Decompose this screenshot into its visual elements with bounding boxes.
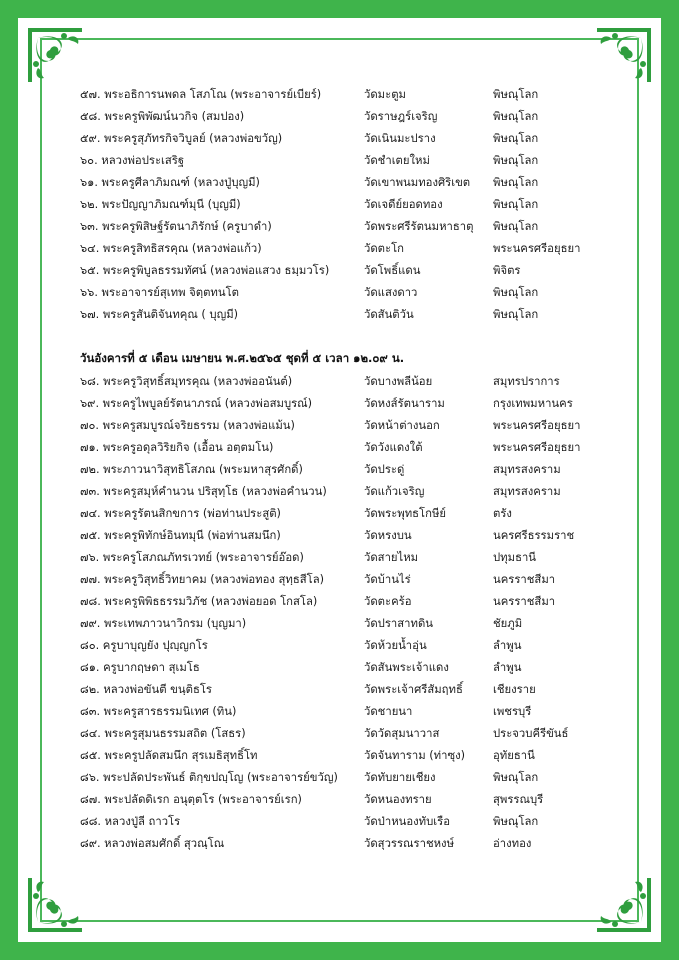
province-name: พิษณุโลก [493, 308, 539, 321]
monk-name: ๘๒. หลวงพ่อขันตี ขนฺติธโร [80, 683, 212, 696]
list-item [18, 636, 661, 656]
list-item [18, 592, 661, 612]
province-name: ลำพูน [493, 639, 522, 652]
province-name: พิษณุโลก [493, 198, 539, 211]
monk-name: ๗๘. พระครูพิพิธธรรมวิภัช (หลวงพ่อยอด โกสโล) [80, 595, 318, 608]
monk-name: ๗๓. พระครูสมุห์คำนวน ปริสุทฺโธ (หลวงพ่อคำนวน) [80, 485, 327, 498]
province-name: พิจิตร [493, 264, 521, 277]
temple-name: วัดเนินมะปราง [364, 132, 436, 145]
list-item [18, 680, 661, 700]
temple-name: วัดพระศรีรัตนมหาธาตุ [364, 220, 474, 233]
monk-name: ๗๖. พระครูโสภณภัทรเวทย์ (พระอาจารย์อ๊อด) [80, 551, 304, 564]
province-name: พิษณุโลก [493, 132, 539, 145]
list-item [18, 768, 661, 788]
temple-name: วัดตะโก [364, 242, 404, 255]
province-name: พิษณุโลก [493, 815, 539, 828]
monk-name: ๗๑. พระครูอดุลวิริยกิจ (เอื้อน อตฺตมโน) [80, 441, 274, 454]
monk-name: ๗๐. พระครูสมบูรณ์จริยธรรม (หลวงพ่อแม้น) [80, 419, 295, 432]
province-name: นครราชสีมา [493, 573, 556, 586]
list-item [18, 834, 661, 854]
monk-name: ๖๘. พระครูวิสุทธิ์สมุทรคุณ (หลวงพ่ออนันต์) [80, 375, 293, 388]
temple-name: วัดสันติวัน [364, 308, 414, 321]
list-item [18, 394, 661, 414]
temple-name: วัดจันทาราม (ท่าซุง) [364, 749, 466, 762]
list-item [18, 812, 661, 832]
list-item [18, 746, 661, 766]
province-name: ชัยภูมิ [493, 617, 523, 630]
temple-name: วัดตะคร้อ [364, 595, 412, 608]
temple-name: วัดราษฎร์เจริญ [364, 110, 438, 123]
monk-name: ๘๙. หลวงพ่อสมศักดิ์ สุวณฺโณ [80, 837, 225, 850]
temple-name: วัดสันพระเจ้าแดง [364, 661, 449, 674]
list-item [18, 614, 661, 634]
list-item [18, 790, 661, 810]
temple-name: วัดสายไหม [364, 551, 419, 564]
temple-name: วัดชายนา [364, 705, 413, 718]
temple-name: วัดวังแดงใต้ [364, 441, 423, 454]
list-item [18, 570, 661, 590]
monk-name: ๘๔. พระครูสุมนธรรมสถิต (โสธร) [80, 727, 246, 740]
list-item [18, 239, 661, 259]
monk-name: ๖๒. พระปัญญาภิมณฑ์มุนี (บุญมี) [80, 198, 241, 211]
list-item [18, 372, 661, 392]
temple-name: วัดแก้วเจริญ [364, 485, 425, 498]
province-name: เพชรบุรี [493, 705, 532, 718]
list-item [18, 107, 661, 127]
temple-name: วัดโพธิ์แดน [364, 264, 421, 277]
province-name: พระนครศรีอยุธยา [493, 441, 581, 454]
monk-name: ๖๓. พระครูพิสิษฐ์รัตนาภิรักษ์ (ครูบาดำ) [80, 220, 272, 233]
list-item [18, 658, 661, 678]
province-name: พิษณุโลก [493, 771, 539, 784]
monk-name: ๘๓. พระครูสารธรรมนิเทศ (ทิน) [80, 705, 237, 718]
province-name: นครศรีธรรมราช [493, 529, 575, 542]
province-name: พระนครศรีอยุธยา [493, 419, 581, 432]
monk-name: ๘๖. พระปลัดประพันธ์ ติกฺขปญฺโญ (พระอาจารย์ขวัญ) [80, 771, 338, 784]
province-name: ประจวบคีรีขันธ์ [493, 727, 569, 740]
list-item [18, 305, 661, 325]
province-name: เชียงราย [493, 683, 536, 696]
temple-name: วัดทับยายเชียง [364, 771, 436, 784]
province-name: พิษณุโลก [493, 220, 539, 233]
list-item [18, 504, 661, 524]
monk-name: ๕๘. พระครูพิพัฒน์นวกิจ (สมปอง) [80, 110, 245, 123]
province-name: อ่างทอง [493, 837, 532, 850]
temple-name: วัดเขาพนมทองศิริเขต [364, 176, 471, 189]
monk-name: ๖๗. พระครูสันติจันทคุณ ( บุญมี) [80, 308, 239, 321]
province-name: พิษณุโลก [493, 286, 539, 299]
province-name: พิษณุโลก [493, 154, 539, 167]
list-item [18, 195, 661, 215]
monk-name: ๖๖. พระอาจารย์สุเทพ จิตฺตทนโต [80, 286, 239, 299]
list-item [18, 460, 661, 480]
temple-name: วัดประดู่ [364, 463, 405, 476]
monk-name: ๗๔. พระครูรัตนสิกขการ (พ่อท่านประสูติ) [80, 507, 281, 520]
province-name: พิษณุโลก [493, 176, 539, 189]
list-item [18, 416, 661, 436]
monk-name: ๗๕. พระครูพิทักษ์อินทมุนี (พ่อท่านสมนึก) [80, 529, 281, 542]
list-item [18, 151, 661, 171]
corner-ornament-bottom-left [24, 874, 86, 936]
list-item [18, 702, 661, 722]
temple-name: วัดชำเตยใหม่ [364, 154, 430, 167]
province-name: สมุทรสงคราม [493, 485, 561, 498]
temple-name: วัดเจดีย์ยอดทอง [364, 198, 443, 211]
monk-name: ๕๗. พระอธิการนพดล โสภโณ (พระอาจารย์เบียร์) [80, 88, 322, 101]
province-name: สมุทรสงคราม [493, 463, 561, 476]
monk-name: ๗๗. พระครูวิสุทธิ์วิทยาคม (หลวงพ่อทอง สุทฺธสีโล) [80, 573, 325, 586]
list-item [18, 724, 661, 744]
document-page [18, 18, 661, 942]
temple-name: วัดห้วยน้ำอุ่น [364, 639, 427, 652]
temple-name: วัดป่าหนองทับเรือ [364, 815, 450, 828]
monk-name: ๘๐. ครูบาบุญยัง ปุญฺญกโร [80, 639, 208, 652]
monk-name: ๘๑. ครูบากฤษดา สุเมโธ [80, 661, 200, 674]
temple-name: วัดสุวรรณราชหงษ์ [364, 837, 455, 850]
list-item [18, 548, 661, 568]
temple-name: วัดหรงบน [364, 529, 412, 542]
monk-name: ๘๕. พระครูปลัดสมนึก สุรเมธิสุทธิ์โท [80, 749, 258, 762]
monk-name: ๖๑. พระครูศีลาภิมณฑ์ (หลวงปู่บุญมี) [80, 176, 260, 189]
monk-name: ๖๙. พระครูไพบูลย์รัตนาภรณ์ (หลวงพ่อสมบูรณ์) [80, 397, 313, 410]
monk-name: ๘๗. พระปลัดดิเรก อนุตฺตโร (พระอาจารย์เรก) [80, 793, 302, 806]
monk-name: ๖๐. หลวงพ่อประเสริฐ [80, 154, 185, 167]
list-item [18, 526, 661, 546]
province-name: ตรัง [493, 507, 512, 520]
monk-name: ๖๔. พระครูสิทธิสรคุณ (หลวงพ่อแก้ว) [80, 242, 262, 255]
temple-name: วัดพระพุทธโกษีย์ [364, 507, 447, 520]
monk-name: ๗๙. พระเทพภาวนาวิกรม (บุญมา) [80, 617, 247, 630]
province-name: พิษณุโลก [493, 88, 539, 101]
province-name: พระนครศรีอยุธยา [493, 242, 581, 255]
monk-name: ๗๒. พระภาวนาวิสุทธิโสภณ (พระมหาสุรศักดิ์) [80, 463, 303, 476]
temple-name: วัดบ้านไร่ [364, 573, 411, 586]
province-name: พิษณุโลก [493, 110, 539, 123]
province-name: ปทุมธานี [493, 551, 537, 564]
province-name: ลำพูน [493, 661, 522, 674]
corner-ornament-bottom-right [593, 874, 655, 936]
province-name: สมุทรปราการ [493, 375, 560, 388]
temple-name: วัดบางพลีน้อย [364, 375, 433, 388]
monk-name: ๕๙. พระครูสุภัทรกิจวิบูลย์ (หลวงพ่อขวัญ) [80, 132, 283, 145]
temple-name: วัดวัดสุมนาวาส [364, 727, 440, 740]
province-name: สุพรรณบุรี [493, 793, 544, 806]
temple-name: วัดพระเจ้าศรีสัมฤทธิ์ [364, 683, 463, 696]
list-item [18, 85, 661, 105]
list-item [18, 261, 661, 281]
temple-name: วัดแสงดาว [364, 286, 418, 299]
temple-name: วัดหน้าต่างนอก [364, 419, 440, 432]
temple-name: วัดหงส์รัตนาราม [364, 397, 445, 410]
temple-name: วัดมะตูม [364, 88, 406, 101]
monk-name: ๖๕. พระครูพิบูลธรรมทัศน์ (หลวงพ่อแสวง ธมฺมวโร) [80, 264, 330, 277]
corner-ornament-top-right [593, 24, 655, 86]
list-item [18, 283, 661, 303]
corner-ornament-top-left [24, 24, 86, 86]
province-name: นครราชสีมา [493, 595, 556, 608]
list-item [18, 217, 661, 237]
list-item [18, 482, 661, 502]
list-item [18, 438, 661, 458]
temple-name: วัดปราสาทดิน [364, 617, 434, 630]
province-name: อุทัยธานี [493, 749, 535, 762]
list-item [18, 129, 661, 149]
list-item [18, 173, 661, 193]
monk-name: ๘๘. หลวงปู่ลี ถาวโร [80, 815, 181, 828]
temple-name: วัดหนองทราย [364, 793, 432, 806]
session-heading: วันอังคารที่ ๕ เดือน เมษายน พ.ศ.๒๕๖๕ ชุดที่ ๕ เวลา ๑๒.๐๙ น. [80, 351, 405, 365]
province-name: กรุงเทพมหานคร [493, 397, 573, 410]
